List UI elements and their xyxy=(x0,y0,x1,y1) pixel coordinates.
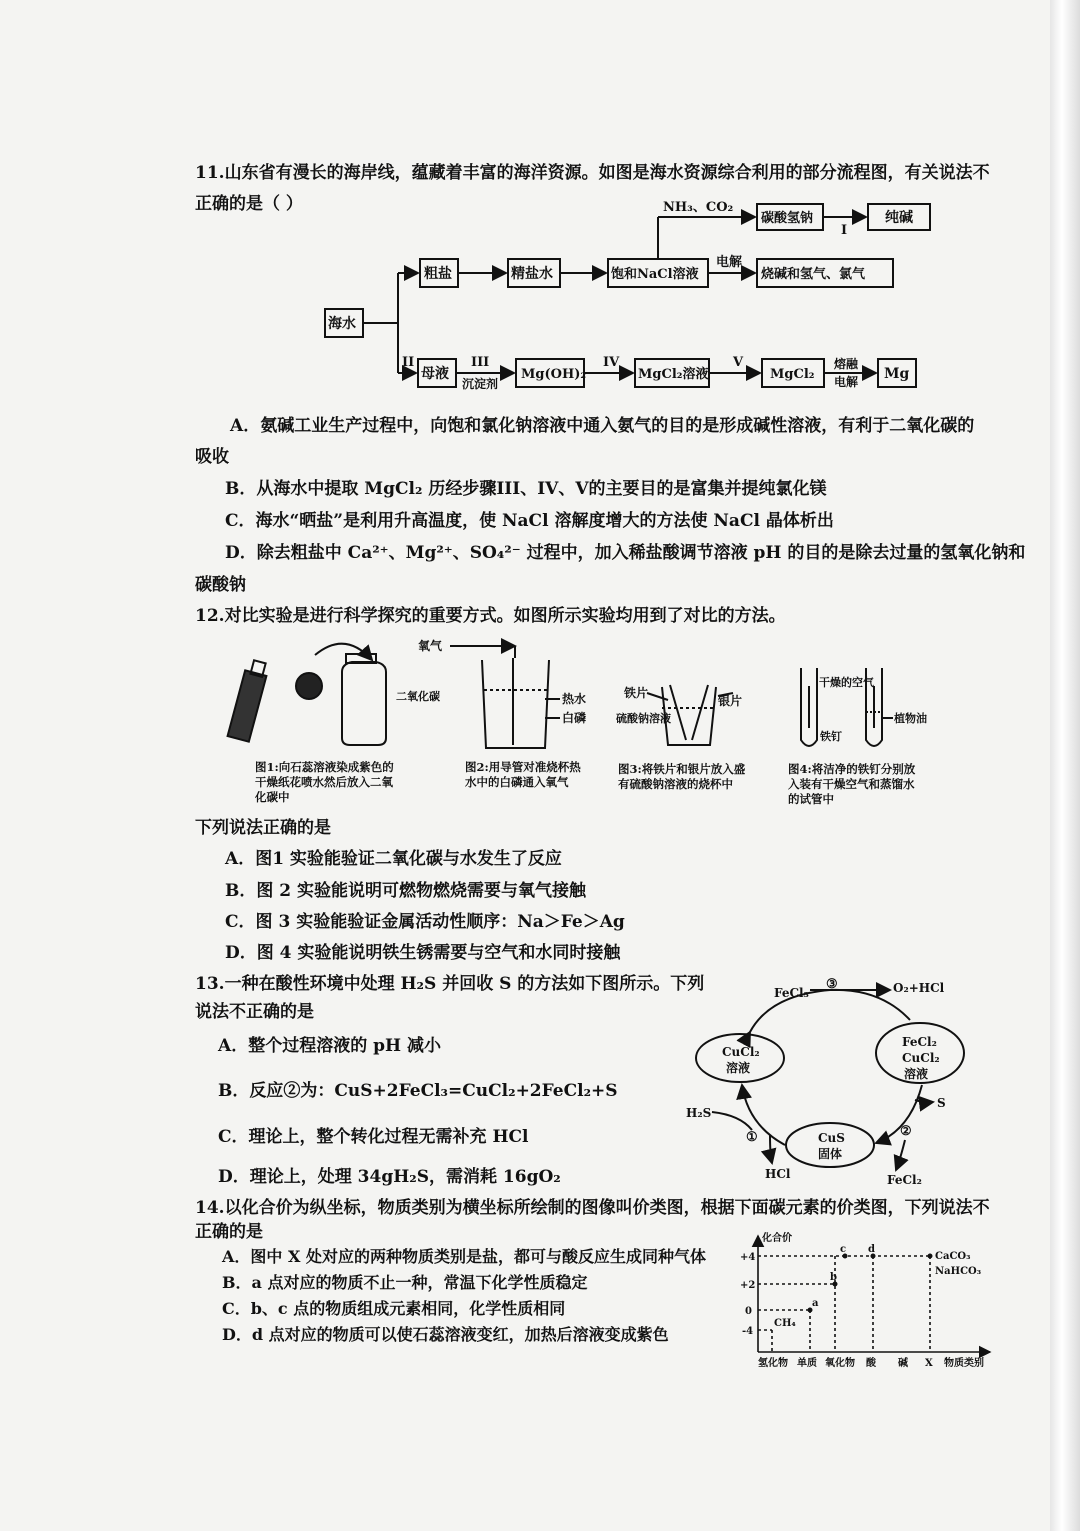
cycle-mix-l3: 溶液 xyxy=(904,1067,929,1081)
cycle-o2-hcl: O₂+HCl xyxy=(893,981,945,995)
fig4-caption: 图4:将洁净的铁钉分别放入装有干燥空气和蒸馏水的试管中 xyxy=(788,762,916,806)
chart-y-tick-m4: -4 xyxy=(742,1326,754,1337)
label-electrolysis: 电解 xyxy=(716,255,743,270)
cycle-cus-l1: CuS xyxy=(818,1131,845,1145)
q11-option-a-line1: A．氨碱工业生产过程中，向饱和氯化钠溶液中通入氨气的目的是形成碱性溶液，有利于二氧化碳的 xyxy=(230,416,975,436)
q11-stem-line2: 正确的是（ ） xyxy=(195,194,303,214)
box-seawater: 海水 xyxy=(328,316,356,332)
chart-point-a: a xyxy=(812,1298,819,1309)
box-crude-salt: 粗盐 xyxy=(424,266,452,282)
cycle-mix-l2: CuCl₂ xyxy=(902,1051,940,1065)
chart-salt1: CaCO₃ xyxy=(935,1251,971,1262)
q11-option-d-line1: D．除去粗盐中 Ca²⁺、Mg²⁺、SO₄²⁻ 过程中，加入稀盐酸调节溶液 pH 的目的是除去过量的氢氧化钠和 xyxy=(225,543,1026,563)
chart-point-d: d xyxy=(868,1244,875,1255)
q12-stem: 12.对比实验是进行科学探究的重要方式。如图所示实验均用到了对比的方法。 xyxy=(195,606,786,626)
q13-stem-line2: 说法不正确的是 xyxy=(195,1002,314,1022)
label-precipitant: 沉淀剂 xyxy=(462,377,499,391)
q13-option-b: B．反应②为：CuS+2FeCl₃=CuCl₂+2FeCl₂+S xyxy=(218,1081,618,1101)
box-nahco3: 碳酸氢钠 xyxy=(761,211,814,226)
q11-option-c: C．海水“晒盐”是利用升高温度，使 NaCl 溶解度增大的方法使 NaCl 晶体析出 xyxy=(225,511,834,531)
box-mgcl2-sol: MgCl₂溶液 xyxy=(638,367,709,382)
box-mgoh2: Mg(OH)₂ xyxy=(521,367,587,382)
fig3-label-silver: 银片 xyxy=(718,694,743,708)
q11-option-a-line2: 吸收 xyxy=(195,447,229,467)
label-nh3-co2: NH₃、CO₂ xyxy=(663,200,734,215)
chart-point-b: b xyxy=(830,1272,837,1283)
q11-stem-line1: 11.山东省有漫长的海岸线，蕴藏着丰富的海洋资源。如图是海水资源综合利用的部分流程图，有关说法不 xyxy=(195,163,990,183)
chart-x-title: 物质类别 xyxy=(944,1358,984,1369)
q14-option-c: C．b、c 点的物质组成元素相同，化学性质相同 xyxy=(222,1299,566,1318)
fig1-caption: 图1:向石蕊溶液染成紫色的干燥纸花喷水然后放入二氧化碳中 xyxy=(255,760,394,804)
chart-x-tick-x: X xyxy=(925,1358,933,1369)
cycle-cus-l2: 固体 xyxy=(818,1147,843,1161)
q14-option-a: A．图中 X 处对应的两种物质类别是盐，都可与酸反应生成同种气体 xyxy=(222,1247,706,1266)
label-step-I: I xyxy=(841,223,848,238)
fig2-label-white-p: 白磷 xyxy=(562,711,587,725)
fig4-label-oil: 植物油 xyxy=(894,712,927,725)
label-step-IV: IV xyxy=(603,355,620,370)
cycle-h2s: H₂S xyxy=(686,1106,712,1120)
chart-ch4-label: CH₄ xyxy=(774,1318,796,1329)
label-molten: 熔融 xyxy=(834,357,859,371)
box-soda: 纯碱 xyxy=(885,210,913,226)
q12-option-b: B．图 2 实验能说明可燃物燃烧需要与氧气接触 xyxy=(225,881,587,901)
chart-salt2: NaHCO₃ xyxy=(935,1266,982,1277)
chart-x-tick-base: 碱 xyxy=(898,1358,908,1369)
box-mother-liquor: 母液 xyxy=(421,366,449,382)
q13-option-c: C．理论上，整个转化过程无需补充 HCl xyxy=(218,1127,529,1147)
label-step-III: III xyxy=(471,355,490,370)
fig1-label-co2: 二氧化碳 xyxy=(396,690,440,703)
chart-y-tick-0: 0 xyxy=(745,1306,752,1317)
q14-option-b: B．a 点对应的物质不止一种，常温下化学性质稳定 xyxy=(222,1273,588,1292)
q13-option-d: D．理论上，处理 34gH₂S，需消耗 16gO₂ xyxy=(218,1167,561,1187)
fig3-caption: 图3:将铁片和银片放入盛有硫酸钠溶液的烧杯中 xyxy=(618,762,746,791)
fig2-caption: 图2:用导管对准烧杯热水中的白磷通入氧气 xyxy=(465,760,581,789)
cycle-mix-l1: FeCl₂ xyxy=(902,1035,937,1049)
box-refined-brine: 精盐水 xyxy=(511,266,553,282)
chart-x-tick-acid: 酸 xyxy=(866,1358,876,1369)
cycle-step3: ③ xyxy=(826,977,838,992)
cycle-cucl2-sol-l2: 溶液 xyxy=(726,1061,751,1075)
chart-x-tick-oxide: 氧化物 xyxy=(825,1358,855,1369)
fig2-label-oxygen: 氧气 xyxy=(418,639,443,653)
chart-x-tick-hydride: 氢化物 xyxy=(758,1358,788,1369)
q14-option-d: D．d 点对应的物质可以使石蕊溶液变红，加热后溶液变成紫色 xyxy=(222,1325,669,1344)
cycle-step2: ② xyxy=(900,1124,912,1139)
q12-option-d: D．图 4 实验能说明铁生锈需要与空气和水同时接触 xyxy=(225,943,621,963)
q11-option-d-line2: 碳酸钠 xyxy=(195,575,246,595)
chart-y-tick-p2: +2 xyxy=(740,1280,756,1291)
q13-stem-line1: 13.一种在酸性环境中处理 H₂S 并回收 S 的方法如下图所示。下列 xyxy=(195,974,705,994)
cycle-fecl3-top: FeCl₃ xyxy=(774,986,809,1000)
chart-y-title: 化合价 xyxy=(762,1233,792,1244)
q13-option-a: A．整个过程溶液的 pH 减小 xyxy=(218,1036,441,1056)
label-step-V: V xyxy=(733,355,744,370)
box-naoh-products: 烧碱和氢气、氯气 xyxy=(761,267,866,282)
cycle-cucl2-sol-l1: CuCl₂ xyxy=(722,1045,760,1059)
cycle-s: S xyxy=(937,1096,946,1110)
box-mg: Mg xyxy=(884,366,910,382)
q11-option-b: B．从海水中提取 MgCl₂ 历经步骤III、IV、V的主要目的是富集并提纯氯化镁 xyxy=(225,479,827,499)
chart-x-tick-element: 单质 xyxy=(797,1358,817,1369)
q12-option-c: C．图 3 实验能验证金属活动性顺序：Na＞Fe＞Ag xyxy=(225,912,625,932)
cycle-fecl2-bottom: FeCl₂ xyxy=(887,1173,922,1187)
chart-point-c: c xyxy=(840,1244,847,1255)
q14-stem-line1: 14.以化合价为纵坐标，物质类别为横坐标所绘制的图像叫价类图，根据下面碳元素的价类图，下列说法不 xyxy=(195,1198,990,1218)
q12-question: 下列说法正确的是 xyxy=(195,818,331,838)
q14-stem-line2: 正确的是 xyxy=(195,1222,263,1242)
label-step-II: II xyxy=(402,355,415,370)
q12-option-a: A．图1 实验能验证二氧化碳与水发生了反应 xyxy=(225,849,562,869)
fig2-label-hot-water: 热水 xyxy=(562,692,587,706)
cycle-step1: ① xyxy=(746,1130,758,1145)
cycle-hcl: HCl xyxy=(765,1167,791,1181)
fig3-label-iron: 铁片 xyxy=(624,686,649,700)
label-electrolysis2: 电解 xyxy=(834,375,859,389)
chart-y-tick-p4: +4 xyxy=(740,1252,756,1263)
box-mgcl2: MgCl₂ xyxy=(770,367,815,382)
fig4-label-nail: 铁钉 xyxy=(820,730,842,743)
fig3-label-solution: 硫酸钠溶液 xyxy=(616,712,671,725)
fig4-label-dry-air: 干燥的空气 xyxy=(819,676,874,689)
box-sat-nacl: 饱和NaCl溶液 xyxy=(611,267,699,282)
